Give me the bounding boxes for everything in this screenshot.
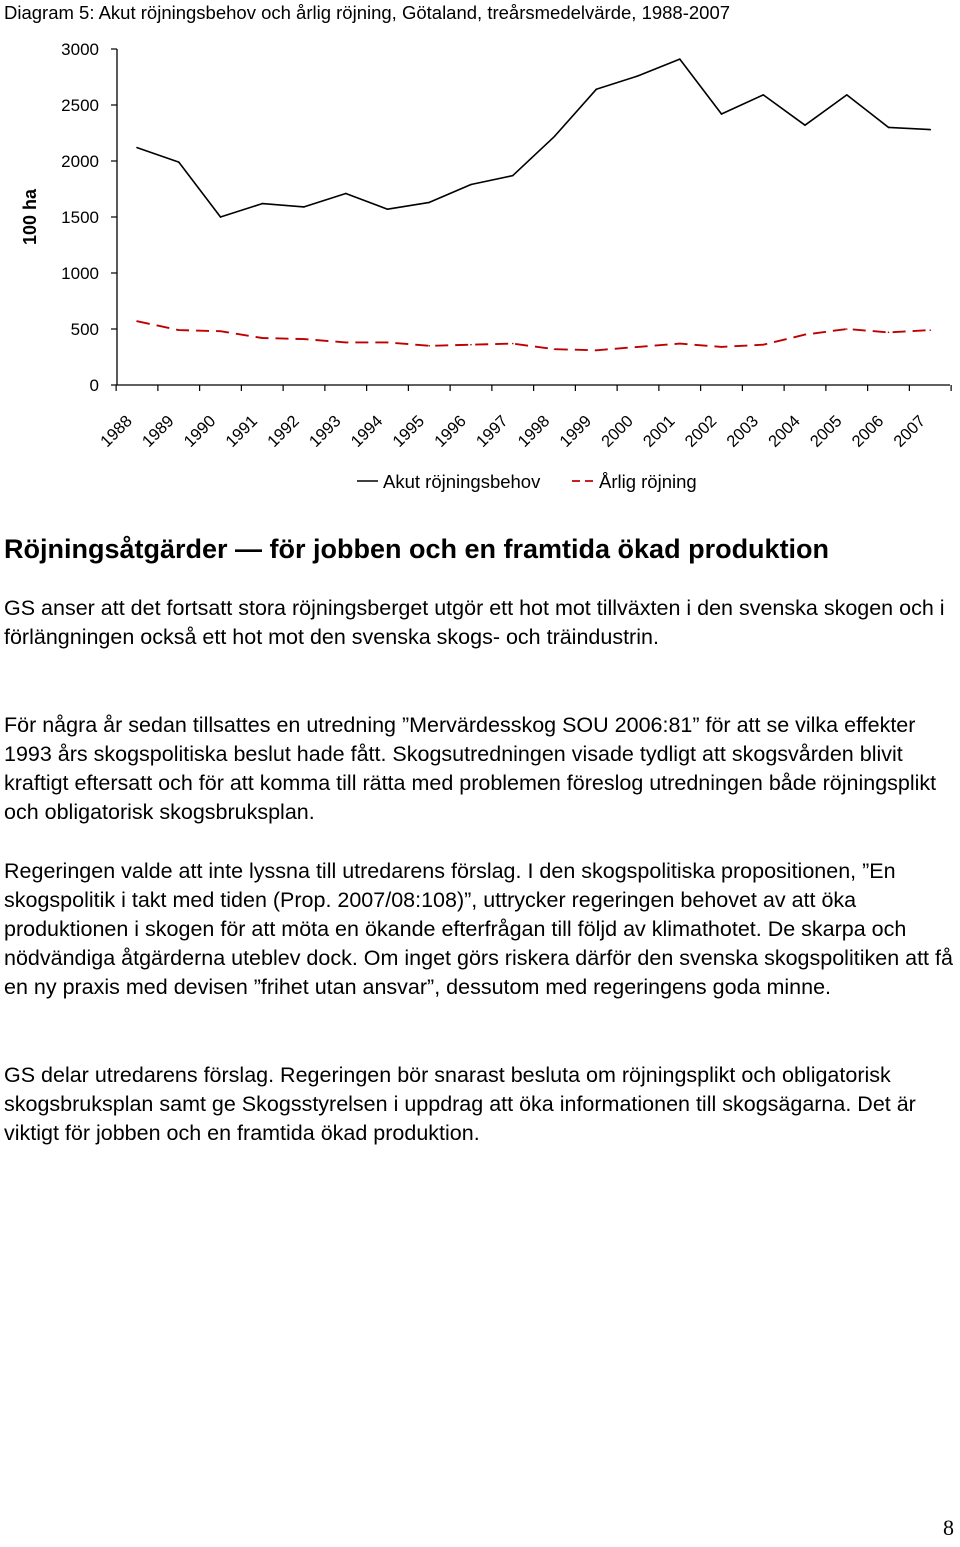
paragraph-2: För några år sedan tillsattes en utredning ”Mervärdesskog SOU 2006:81” för att se vilka effekter 1993 års skogspolitiska beslut hade fått. Skogsutredningen visade tydligt att skogsvården blivit kraftigt eftersatt och för att komma till rätta med problemen föreslog utredningen både röjningsplikt och obligatorisk skogsbruksplan. [4, 713, 937, 824]
x-tick-label: 1991 [222, 412, 262, 451]
data-point [762, 94, 764, 96]
x-tick-label: 2001 [639, 412, 679, 451]
x-tick-label: 2005 [806, 412, 846, 451]
y-tick-label: 2500 [61, 96, 99, 115]
page-number: 8 [943, 1515, 954, 1540]
y-axis-label-group [20, 188, 40, 245]
x-tick-label: 1998 [514, 412, 554, 451]
data-point [387, 342, 389, 344]
y-tick-label: 2000 [61, 152, 99, 171]
data-point [428, 345, 430, 347]
line-chart [0, 0, 960, 500]
x-tick-label: 1995 [389, 412, 429, 451]
data-point [595, 349, 597, 351]
data-point [888, 332, 890, 334]
data-point [428, 202, 430, 204]
x-tick-label: 2002 [681, 412, 721, 451]
y-tick-label: 1000 [61, 264, 99, 283]
paragraph-4: GS delar utredarens förslag. Regeringen bör snarast besluta om röjningsplikt och obligatorisk skogsbruksplan samt ge Skogsstyrelsen i uppdrag att öka informationen till skogsägarna. Det är viktigt för jobben och en framtida ökad produktion. [4, 1063, 916, 1145]
y-tick-label: 1500 [61, 208, 99, 227]
data-point [261, 203, 263, 205]
data-point [220, 216, 222, 218]
data-point [220, 330, 222, 332]
data-point [178, 161, 180, 163]
data-point [136, 147, 138, 149]
y-tick-label: 0 [89, 376, 99, 395]
data-point [303, 338, 305, 340]
x-tick-label: 1999 [556, 412, 596, 451]
data-point [804, 124, 806, 126]
data-point [679, 58, 681, 60]
data-point [804, 334, 806, 336]
x-tick-label: 2007 [890, 412, 930, 451]
x-tick-label: 1990 [180, 412, 220, 451]
paragraph-3: Regeringen valde att inte lyssna till utredarens förslag. I den skogspolitiska propositionen, ”En skogspolitik i takt med tiden (Prop. 2007/08:108)”, uttrycker regeringen behovet av att öka produktionen i skogen för att möta en ökande efterfrågan till följd av klimathotet. De skarpa och nödvändiga åtgärderna uteblev dock. Om inget görs riskera därför den svenska skogspolitiken att få en ny praxis med devisen ”frihet utan ansvar”, dessutom med regeringens goda minne. [4, 859, 953, 999]
x-tick-label: 1993 [305, 412, 345, 451]
data-point [512, 343, 514, 345]
data-point [345, 193, 347, 195]
data-point [345, 342, 347, 344]
x-tick-label: 1992 [264, 412, 303, 451]
data-point [595, 89, 597, 91]
data-point [929, 129, 931, 131]
legend-label-akut: Akut röjningsbehov [383, 471, 541, 492]
data-point [470, 184, 472, 186]
section-heading: Röjningsåtgärder — för jobben och en framtida ökad produktion [4, 534, 830, 564]
data-point [929, 329, 931, 331]
x-tick-label: 1988 [97, 412, 136, 451]
x-tick-label: 2004 [765, 412, 804, 451]
data-point [554, 136, 556, 138]
data-point [846, 94, 848, 96]
y-tick-label: 500 [70, 320, 99, 339]
series-line-akut [137, 59, 930, 217]
data-point [721, 346, 723, 348]
data-point [846, 328, 848, 330]
data-point [762, 344, 764, 346]
data-point [554, 348, 556, 350]
data-point [637, 346, 639, 348]
data-point [136, 320, 138, 322]
data-point [512, 175, 514, 177]
x-tick-label: 1997 [472, 412, 512, 451]
data-point [679, 343, 681, 345]
legend-label-arlig: Årlig röjning [599, 471, 697, 492]
data-point [888, 127, 890, 129]
chart-caption: Diagram 5: Akut röjningsbehov och årlig röjning, Götaland, treårsmedelvärde, 1988-2007 [4, 2, 731, 23]
data-point [261, 337, 263, 339]
data-point [721, 113, 723, 115]
chart-legend [357, 471, 697, 492]
series-line-arlig [137, 321, 930, 350]
data-point [470, 344, 472, 346]
x-tick-label: 2003 [723, 412, 763, 451]
x-tick-label: 1994 [347, 412, 387, 451]
y-axis-label: 100 ha [20, 188, 40, 246]
paragraph-1: GS anser att det fortsatt stora röjningsberget utgör ett hot mot tillväxten i den svenska skogen och i förlängningen också ett hot mot den svenska skogs- och träindustrin. [4, 596, 945, 649]
data-point [637, 75, 639, 77]
x-tick-label: 2006 [848, 412, 888, 451]
data-point [178, 329, 180, 331]
x-tick-label: 1989 [138, 412, 178, 451]
data-point [303, 206, 305, 208]
x-tick-label: 2000 [598, 412, 637, 451]
data-point [387, 208, 389, 210]
y-tick-label: 3000 [61, 40, 99, 59]
x-tick-label: 1996 [431, 412, 470, 451]
